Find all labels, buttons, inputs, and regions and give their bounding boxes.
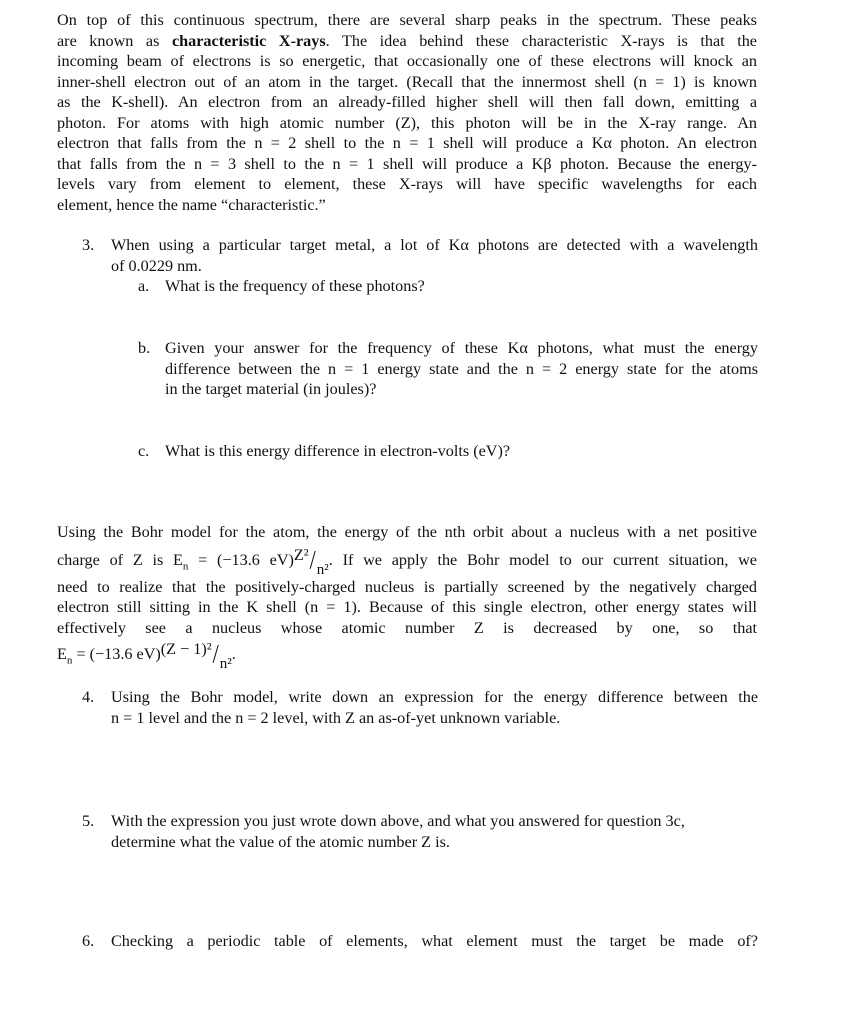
- question-4-line-1: Using the Bohr model, write down an expression for the energy difference between the: [111, 688, 758, 706]
- bohr-line-3: need to realize that the positively-charged nucleus is partially screened by the negatively charged: [57, 577, 757, 596]
- question-3a-text: What is the frequency of these photons?: [165, 277, 425, 295]
- question-3c-label: c.: [138, 442, 150, 460]
- bohr-paragraph: [57, 522, 757, 670]
- intro-line-4: inner-shell electron out of an atom in the target. (Recall that the innermost shell (n = 1) is known: [57, 72, 757, 91]
- intro-paragraph: [57, 10, 757, 215]
- intro-line-5: as the K-shell). An electron from an already-filled higher shell will then fall down, emitting a: [57, 93, 757, 111]
- bohr-energy-fraction: Z²/n²: [293, 543, 329, 578]
- bohr-line-5: effectively see a nucleus whose atomic number Z is decreased by one, so that: [57, 618, 757, 637]
- question-5-number: 5.: [82, 812, 95, 830]
- question-3b-line-2: difference between the n = 1 energy state and the n = 2 energy state for the atoms: [165, 359, 758, 378]
- question-3c-text: What is this energy difference in electron-volts (eV)?: [165, 442, 511, 460]
- screened-energy-equation: $E_n = (-13.6$ eV)(Z − 1)²/n².: [57, 638, 236, 672]
- intro-line-7: electron that falls from the n = 2 shell to the n = 1 shell will produce a Kα photon. An electron: [57, 134, 757, 152]
- bohr-line-2: charge of Z is $E_n = (-13.6$ eV)Z²/n². If we apply the Bohr model to our current situation, we: [57, 543, 757, 578]
- bohr-line-1: Using the Bohr model for the atom, the energy of the nth orbit about a nucleus with a net positive: [57, 523, 757, 541]
- question-3c: [138, 441, 758, 462]
- question-4-number: 4.: [82, 688, 95, 706]
- question-3a-label: a.: [138, 277, 150, 295]
- question-3b: [138, 338, 758, 400]
- question-5-line-2: determine what the value of the atomic number Z is.: [111, 832, 450, 851]
- question-6-line-1: Checking a periodic table of elements, what element must the target be made of?: [111, 932, 758, 950]
- question-3-line-1: When using a particular target metal, a lot of Kα photons are detected with a wavelength: [111, 236, 758, 254]
- question-3a: [138, 276, 758, 297]
- intro-line-3: incoming beam of electrons is so energetic, that occasionally one of these electrons will knock an: [57, 52, 757, 70]
- question-5: [82, 811, 758, 852]
- question-4: [82, 687, 758, 728]
- characteristic-xrays-term: characteristic X-rays: [171, 31, 326, 50]
- question-3b-label: b.: [138, 339, 151, 357]
- question-3-line-2: of 0.0229 nm.: [111, 256, 202, 275]
- intro-line-8: that falls from the n = 3 shell to the n = 1 shell will produce a Kβ photon. Because the energy-: [57, 154, 757, 173]
- question-3b-line-1: Given your answer for the frequency of these Kα photons, what must the energy: [165, 339, 758, 357]
- screened-energy-fraction: (Z − 1)²/n²: [160, 638, 232, 672]
- intro-line-2: are known as characteristic X-rays. The idea behind these characteristic X-rays is that the: [57, 31, 757, 50]
- question-4-line-2: n = 1 level and the n = 2 level, with Z an as-of-yet unknown variable.: [111, 708, 561, 727]
- question-5-line-1: With the expression you just wrote down above, and what you answered for question 3c,: [111, 812, 685, 830]
- intro-line-10: element, hence the name “characteristic.”: [57, 195, 326, 214]
- question-6: [82, 931, 758, 952]
- question-3b-line-3: in the target material (in joules)?: [165, 380, 377, 398]
- intro-line-6: photon. For atoms with high atomic number (Z), this photon will be in the X-ray range. An: [57, 113, 757, 132]
- question-3: [82, 235, 758, 276]
- question-6-number: 6.: [82, 932, 95, 950]
- question-3-number: 3.: [82, 236, 95, 254]
- intro-line-1: On top of this continuous spectrum, there are several sharp peaks in the spectrum. These peaks: [57, 11, 757, 29]
- bohr-line-4: electron still sitting in the K shell (n = 1). Because of this single electron, other energy states will: [57, 598, 757, 616]
- intro-line-9: levels vary from element to element, these X-rays will have specific wavelengths for each: [57, 175, 757, 193]
